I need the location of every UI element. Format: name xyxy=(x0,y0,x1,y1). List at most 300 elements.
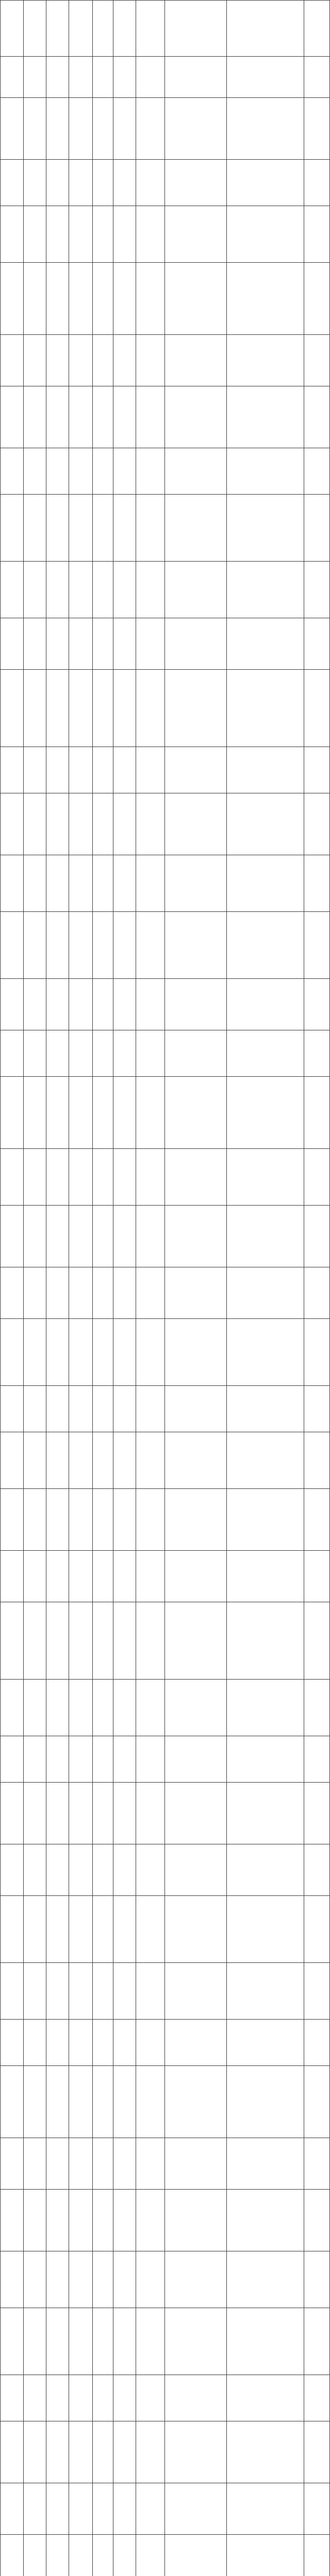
table-cell xyxy=(113,2308,136,2375)
table-cell xyxy=(46,1432,69,1488)
table-cell xyxy=(227,1267,304,1318)
table-cell xyxy=(46,562,69,618)
table-cell xyxy=(227,1432,304,1488)
table-cell xyxy=(113,1736,136,1782)
table-cell xyxy=(227,335,304,386)
table-cell xyxy=(165,1267,227,1318)
table-cell xyxy=(24,1149,46,1205)
table-cell xyxy=(113,1432,136,1488)
table-cell xyxy=(93,1963,113,2019)
table-cell xyxy=(46,670,69,747)
table-cell xyxy=(136,2535,165,2576)
table-row xyxy=(0,1432,330,1489)
table-cell xyxy=(93,793,113,855)
table-cell xyxy=(165,2535,227,2576)
table-cell xyxy=(136,160,165,206)
table-cell xyxy=(113,979,136,1030)
table-cell xyxy=(304,1206,330,1267)
table-cell xyxy=(136,1030,165,1076)
table-cell xyxy=(24,1896,46,1962)
table-row xyxy=(0,1386,330,1432)
table-cell xyxy=(69,855,93,911)
table-row xyxy=(0,747,330,793)
table-cell xyxy=(93,1077,113,1148)
table-cell xyxy=(113,0,136,56)
table-cell xyxy=(113,2483,136,2534)
table-cell xyxy=(69,160,93,206)
table-cell xyxy=(46,2535,69,2576)
table-cell xyxy=(165,57,227,97)
table-row xyxy=(0,2308,330,2375)
table-cell xyxy=(304,2535,330,2576)
table-cell xyxy=(93,1432,113,1488)
table-cell xyxy=(304,1963,330,2019)
table-cell xyxy=(0,1149,24,1205)
table-cell xyxy=(93,2483,113,2534)
table-cell xyxy=(24,1206,46,1267)
table-cell xyxy=(0,386,24,448)
table-cell xyxy=(46,1030,69,1076)
table-cell xyxy=(165,2421,227,2483)
table-cell xyxy=(69,1680,93,1736)
table-cell xyxy=(46,793,69,855)
table-cell xyxy=(227,1206,304,1267)
table-cell xyxy=(69,1030,93,1076)
table-cell xyxy=(113,1680,136,1736)
table-cell xyxy=(165,979,227,1030)
table-cell xyxy=(93,2066,113,2138)
table-cell xyxy=(46,618,69,669)
table-row xyxy=(0,2020,330,2066)
table-cell xyxy=(24,57,46,97)
table-cell xyxy=(93,1267,113,1318)
table-cell xyxy=(69,2020,93,2065)
table-cell xyxy=(113,2251,136,2308)
table-cell xyxy=(46,206,69,262)
table-cell xyxy=(24,2483,46,2534)
table-cell xyxy=(304,495,330,561)
table-row xyxy=(0,1680,330,1736)
table-cell xyxy=(165,0,227,56)
table-cell xyxy=(0,1736,24,1782)
table-cell xyxy=(113,386,136,448)
table-cell xyxy=(46,335,69,386)
table-cell xyxy=(0,1602,24,1679)
table-cell xyxy=(304,793,330,855)
table-cell xyxy=(93,979,113,1030)
table-cell xyxy=(24,448,46,494)
table-cell xyxy=(113,1963,136,2019)
table-cell xyxy=(93,1319,113,1385)
table-cell xyxy=(227,2190,304,2251)
table-cell xyxy=(136,1267,165,1318)
table-cell xyxy=(93,618,113,669)
table-cell xyxy=(93,495,113,561)
table-cell xyxy=(0,1386,24,1432)
table-row xyxy=(0,2138,330,2190)
table-row xyxy=(0,1602,330,1680)
table-cell xyxy=(24,793,46,855)
table-cell xyxy=(24,562,46,618)
table-cell xyxy=(136,2138,165,2189)
table-cell xyxy=(113,2190,136,2251)
table-cell xyxy=(46,160,69,206)
table-cell xyxy=(227,1149,304,1205)
table-cell xyxy=(113,2138,136,2189)
table-cell xyxy=(93,1489,113,1550)
table-cell xyxy=(0,1896,24,1962)
table-row xyxy=(0,793,330,855)
table-cell xyxy=(69,1206,93,1267)
table-cell xyxy=(113,1602,136,1679)
table-cell xyxy=(227,1319,304,1385)
table-cell xyxy=(69,2308,93,2375)
table-cell xyxy=(227,2020,304,2065)
table-cell xyxy=(93,448,113,494)
table-cell xyxy=(24,747,46,793)
table-cell xyxy=(0,1030,24,1076)
table-cell xyxy=(165,2138,227,2189)
table-cell xyxy=(227,2138,304,2189)
table-cell xyxy=(0,1319,24,1385)
table-cell xyxy=(0,263,24,334)
table-cell xyxy=(69,747,93,793)
table-cell xyxy=(0,98,24,159)
table-cell xyxy=(0,912,24,978)
table-cell xyxy=(0,2375,24,2421)
table-row xyxy=(0,448,330,495)
table-cell xyxy=(113,2375,136,2421)
table-row xyxy=(0,1077,330,1149)
table-cell xyxy=(69,448,93,494)
table-cell xyxy=(227,2251,304,2308)
table-cell xyxy=(136,1489,165,1550)
table-cell xyxy=(69,263,93,334)
table-cell xyxy=(304,912,330,978)
table-cell xyxy=(113,1783,136,1844)
table-cell xyxy=(136,1602,165,1679)
table-cell xyxy=(113,670,136,747)
table-row xyxy=(0,1489,330,1551)
table-cell xyxy=(136,618,165,669)
table-cell xyxy=(93,2421,113,2483)
table-cell xyxy=(165,1963,227,2019)
table-cell xyxy=(304,448,330,494)
table-cell xyxy=(93,2375,113,2421)
table-cell xyxy=(24,1030,46,1076)
table-cell xyxy=(304,979,330,1030)
table-cell xyxy=(24,98,46,159)
table-cell xyxy=(93,670,113,747)
table-cell xyxy=(0,855,24,911)
table-row xyxy=(0,2375,330,2421)
table-cell xyxy=(165,160,227,206)
table-cell xyxy=(69,1736,93,1782)
table-cell xyxy=(46,2375,69,2421)
table-cell xyxy=(113,495,136,561)
table-cell xyxy=(136,562,165,618)
table-cell xyxy=(0,670,24,747)
table-cell xyxy=(0,335,24,386)
table-cell xyxy=(113,855,136,911)
table-cell xyxy=(165,2020,227,2065)
table-cell xyxy=(165,1489,227,1550)
table-cell xyxy=(165,206,227,262)
table-cell xyxy=(46,1963,69,2019)
table-cell xyxy=(69,2066,93,2138)
table-cell xyxy=(227,1602,304,1679)
table-cell xyxy=(46,747,69,793)
table-cell xyxy=(113,1489,136,1550)
table-cell xyxy=(304,747,330,793)
table-cell xyxy=(93,1206,113,1267)
table-cell xyxy=(227,1077,304,1148)
table-cell xyxy=(227,912,304,978)
table-cell xyxy=(165,1432,227,1488)
table-cell xyxy=(46,1844,69,1895)
table-row xyxy=(0,495,330,562)
table-cell xyxy=(304,2138,330,2189)
table-cell xyxy=(0,1077,24,1148)
table-cell xyxy=(0,2066,24,2138)
table-row xyxy=(0,1267,330,1319)
table-cell xyxy=(227,2066,304,2138)
table-row xyxy=(0,855,330,912)
table-cell xyxy=(46,98,69,159)
table-cell xyxy=(69,1386,93,1432)
table-cell xyxy=(227,855,304,911)
table-cell xyxy=(46,386,69,448)
table-cell xyxy=(304,1602,330,1679)
table-cell xyxy=(46,979,69,1030)
table-cell xyxy=(304,1149,330,1205)
table-cell xyxy=(136,2421,165,2483)
table-cell xyxy=(227,1844,304,1895)
table-cell xyxy=(304,57,330,97)
table-cell xyxy=(165,618,227,669)
table-cell xyxy=(227,160,304,206)
table-row xyxy=(0,562,330,618)
table-cell xyxy=(136,1149,165,1205)
table-cell xyxy=(304,855,330,911)
table-row xyxy=(0,2421,330,2483)
table-row xyxy=(0,98,330,160)
table-cell xyxy=(136,0,165,56)
table-cell xyxy=(24,1680,46,1736)
table-cell xyxy=(165,2190,227,2251)
table-cell xyxy=(93,1030,113,1076)
table-cell xyxy=(69,1267,93,1318)
table-cell xyxy=(24,160,46,206)
table-cell xyxy=(136,747,165,793)
table-cell xyxy=(113,335,136,386)
table-cell xyxy=(227,1030,304,1076)
table-cell xyxy=(93,747,113,793)
table-cell xyxy=(227,2308,304,2375)
table-cell xyxy=(0,1844,24,1895)
table-cell xyxy=(227,2483,304,2534)
table-cell xyxy=(136,1319,165,1385)
table-cell xyxy=(227,1783,304,1844)
table-cell xyxy=(93,1844,113,1895)
table-cell xyxy=(136,2375,165,2421)
table-cell xyxy=(46,855,69,911)
table-cell xyxy=(165,562,227,618)
table-cell xyxy=(24,2308,46,2375)
table-cell xyxy=(46,1077,69,1148)
table-cell xyxy=(93,1602,113,1679)
table-cell xyxy=(165,2251,227,2308)
table-cell xyxy=(136,2251,165,2308)
table-cell xyxy=(24,1386,46,1432)
table-cell xyxy=(227,747,304,793)
table-cell xyxy=(136,1736,165,1782)
table-cell xyxy=(93,1680,113,1736)
table-cell xyxy=(113,448,136,494)
table-row xyxy=(0,206,330,263)
table-cell xyxy=(24,2066,46,2138)
table-cell xyxy=(93,2190,113,2251)
table-cell xyxy=(165,1736,227,1782)
table-cell xyxy=(227,495,304,561)
table-cell xyxy=(304,2190,330,2251)
table-row xyxy=(0,1896,330,1963)
table-cell xyxy=(227,57,304,97)
table-cell xyxy=(304,1489,330,1550)
table-cell xyxy=(165,1077,227,1148)
table-cell xyxy=(24,2138,46,2189)
table-cell xyxy=(304,670,330,747)
table-cell xyxy=(227,263,304,334)
table-cell xyxy=(0,2535,24,2576)
table-cell xyxy=(0,2190,24,2251)
table-cell xyxy=(227,618,304,669)
table-row xyxy=(0,2066,330,2138)
table-cell xyxy=(136,1386,165,1432)
table-cell xyxy=(93,855,113,911)
table-cell xyxy=(304,2375,330,2421)
table-cell xyxy=(304,2251,330,2308)
table-cell xyxy=(165,1206,227,1267)
table-cell xyxy=(113,57,136,97)
table-cell xyxy=(113,98,136,159)
table-cell xyxy=(136,206,165,262)
table-cell xyxy=(69,1602,93,1679)
table-cell xyxy=(113,160,136,206)
table-cell xyxy=(227,2535,304,2576)
table-cell xyxy=(227,1386,304,1432)
table-cell xyxy=(24,1736,46,1782)
table-cell xyxy=(0,1267,24,1318)
table-row xyxy=(0,912,330,979)
table-cell xyxy=(24,335,46,386)
table-cell xyxy=(69,2421,93,2483)
table-cell xyxy=(136,2066,165,2138)
table-cell xyxy=(69,1896,93,1962)
table-cell xyxy=(24,1489,46,1550)
table-cell xyxy=(24,979,46,1030)
table-cell xyxy=(227,2375,304,2421)
table-row xyxy=(0,2190,330,2251)
table-cell xyxy=(304,206,330,262)
table-cell xyxy=(46,2308,69,2375)
table-cell xyxy=(0,1783,24,1844)
table-cell xyxy=(0,1206,24,1267)
table-cell xyxy=(0,2308,24,2375)
table-cell xyxy=(304,335,330,386)
table-cell xyxy=(136,98,165,159)
table-cell xyxy=(165,855,227,911)
table-cell xyxy=(24,1551,46,1602)
table-cell xyxy=(0,448,24,494)
table-cell xyxy=(93,2020,113,2065)
table-cell xyxy=(0,2421,24,2483)
table-cell xyxy=(165,1319,227,1385)
table-cell xyxy=(113,1077,136,1148)
table-cell xyxy=(304,1783,330,1844)
table-cell xyxy=(69,1077,93,1148)
table-cell xyxy=(304,618,330,669)
table-cell xyxy=(24,2020,46,2065)
table-cell xyxy=(113,206,136,262)
table-cell xyxy=(0,2138,24,2189)
table-cell xyxy=(136,1963,165,2019)
table-row xyxy=(0,1149,330,1206)
table-cell xyxy=(69,2251,93,2308)
table-cell xyxy=(46,57,69,97)
table-cell xyxy=(136,495,165,561)
table-cell xyxy=(46,448,69,494)
table-cell xyxy=(136,670,165,747)
table-cell xyxy=(24,1267,46,1318)
table-cell xyxy=(136,1783,165,1844)
table-cell xyxy=(46,495,69,561)
table-cell xyxy=(69,2138,93,2189)
table-cell xyxy=(93,98,113,159)
table-cell xyxy=(69,495,93,561)
table-cell xyxy=(136,1077,165,1148)
table-cell xyxy=(165,1844,227,1895)
table-cell xyxy=(46,2066,69,2138)
table-cell xyxy=(46,1206,69,1267)
table-cell xyxy=(165,670,227,747)
table-cell xyxy=(113,1030,136,1076)
table-cell xyxy=(304,2308,330,2375)
table-cell xyxy=(227,98,304,159)
table-cell xyxy=(93,1783,113,1844)
table-cell xyxy=(136,855,165,911)
table-cell xyxy=(69,57,93,97)
table-cell xyxy=(304,1319,330,1385)
table-cell xyxy=(227,979,304,1030)
table-cell xyxy=(69,670,93,747)
table-cell xyxy=(113,912,136,978)
table-cell xyxy=(46,2138,69,2189)
table-row xyxy=(0,160,330,206)
table-cell xyxy=(304,562,330,618)
table-cell xyxy=(165,1783,227,1844)
table-cell xyxy=(165,747,227,793)
table-cell xyxy=(136,448,165,494)
table-cell xyxy=(165,1680,227,1736)
table-cell xyxy=(136,912,165,978)
table-cell xyxy=(113,2020,136,2065)
table-cell xyxy=(0,1963,24,2019)
table-cell xyxy=(46,1680,69,1736)
table-cell xyxy=(136,1206,165,1267)
table-cell xyxy=(69,1551,93,1602)
table-cell xyxy=(165,98,227,159)
